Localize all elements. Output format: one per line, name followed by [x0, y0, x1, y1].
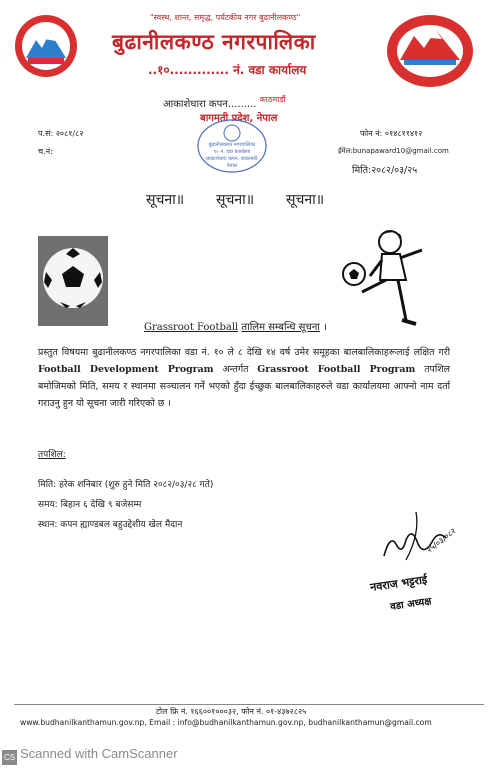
nepal-emblem-logo — [14, 14, 78, 78]
ward-office-line: ..१०............. नं. वडा कार्यालय — [148, 63, 307, 77]
camscanner-icon: CS — [2, 750, 17, 765]
program-name-1: Football Development Program — [38, 364, 214, 375]
signatory-designation: वडा अध्यक्ष — [389, 596, 433, 613]
ward-office-label: नं. वडा कार्यालय — [233, 63, 307, 77]
address-line-2: बागमती प्रदेश, नेपाल — [200, 113, 278, 124]
subject-nepali: तालिम सम्बन्धि सूचना — [241, 322, 320, 333]
phone-number: फोन नं: ०१४८११४१२ — [360, 129, 423, 138]
details-place: स्थान: कपन ह्याण्डबल बहुउद्देशीय खेल मैदान — [38, 520, 183, 530]
municipality-title: बुढानीलकण्ठ नगरपालिका — [112, 30, 316, 54]
camscanner-watermark: CS Scanned with CamScanner — [2, 746, 178, 765]
footer-web-email: www.budhanilkanthamun.gov.np, Email : info@budhanilkanthamun.gov.np, budhanilkanthamun@gmail.com — [20, 718, 432, 727]
district-handwritten: काठमाडौं — [259, 95, 286, 104]
footer-divider — [14, 704, 484, 705]
ward-number: १० — [157, 63, 170, 77]
notice-word-3: सूचना॥ — [286, 192, 325, 208]
notice-body: प्रस्तुत विषयमा बुढानीलकण्ठ नगरपालिका वडा नं. १० ले ८ देखि १४ वर्ष उमेर समूहका बालबालिकाहरूलाई लक्षित गरी Football Development Program अन्तर्गत Grassroot Football Program तपशिल बमोजिमको मिति, समय र स्थानमा सञ्चालन गर्ने भएको हुँदा ईच्छुक बालबालिकाहरुले वडा कार्यालयमा आफ्नो नाम दर्ता गराउनु हुन यो सूचना जारी गरिएको छ । — [38, 347, 451, 409]
office-stamp — [196, 118, 268, 174]
details-time: समय: बिहान ६ देखि ९ बजेसम्म — [38, 500, 142, 510]
football-image — [38, 236, 108, 326]
details-heading: तपशिल: — [38, 450, 66, 460]
handwritten-signature — [376, 504, 476, 564]
notice-subject: Grassroot Football तालिम सम्बन्धि सूचना । — [144, 322, 327, 333]
stamp-line-1: बुढानीलकण्ठ नगरपालिका — [208, 142, 256, 148]
municipality-logo — [386, 14, 474, 88]
stamp-line-3: आकाशेधारा कपन, काठमाडौं, नेपाल — [205, 156, 259, 169]
signatory-name: नवराज भट्टराई — [369, 573, 429, 594]
stamp-line-2: १० नं. वडा कार्यालय — [213, 149, 251, 155]
address-line-1: आकाशेधारा कपन......... $^{काठमाडौं}$ — [163, 95, 286, 110]
child-kicking-ball-illustration — [340, 228, 436, 332]
dispatch-number: च.नं: — [38, 147, 53, 156]
notice-word-2: सूचना॥ — [216, 192, 255, 208]
signature-date: २५/०३/०८२ — [424, 526, 458, 555]
program-name-2: Grassroot Football Program — [257, 364, 416, 375]
reference-number: प.सं: २०८१/८२ — [38, 129, 84, 138]
footer-contact: टोल फ्रि नं. १६६००१०००३२, फोन नं. ०१-४३७२८२५ — [156, 707, 307, 716]
letter-date: मिति:२०८२/०३/२५ — [352, 165, 418, 176]
tagline: "स्वस्थ, शान्त, समृद्ध, पर्यटकीय नगर बुढानीलकण्ठ" — [150, 13, 301, 22]
email-address: ईमेल:bunapaward10@gmail.com — [338, 147, 449, 155]
details-date: मिति: हरेक शनिबार (शुरु हुने मिति २०८२/०३/२८ गते) — [38, 480, 214, 490]
notice-word-1: सूचना॥ — [146, 192, 185, 208]
subject-english: Grassroot Football — [144, 322, 239, 333]
